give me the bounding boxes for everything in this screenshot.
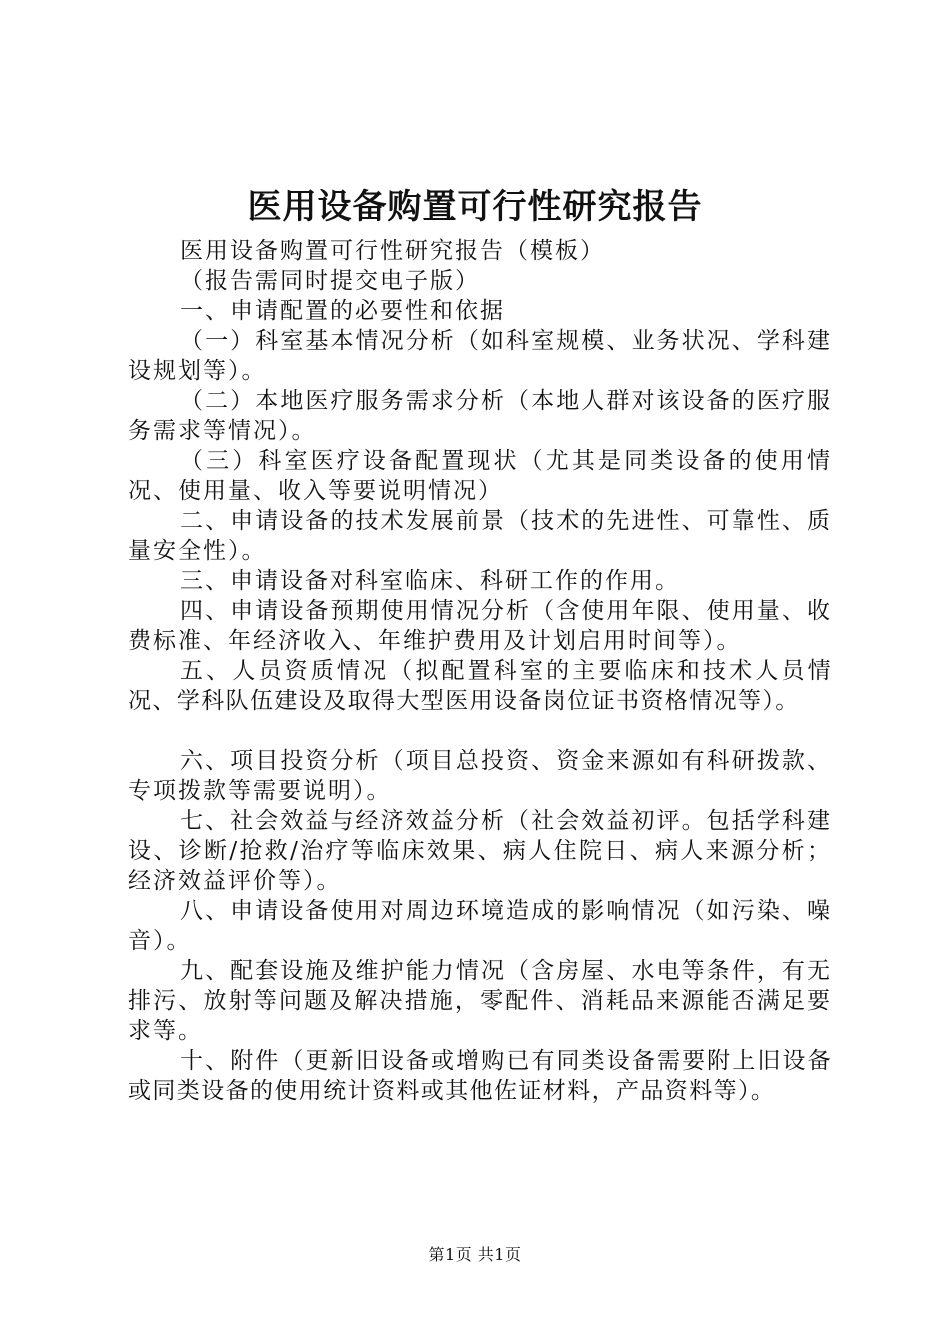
paragraph-section-4: 四、申请设备预期使用情况分析（含使用年限、使用量、收费标准、年经济收入、年维护费用及计划启用时间等）。 xyxy=(128,598,832,654)
paragraph-section-3: 三、申请设备对科室临床、科研工作的作用。 xyxy=(180,568,680,594)
page-number-footer: 第1页 共1页 xyxy=(428,1245,522,1264)
paragraph-spacer xyxy=(128,716,832,746)
paragraph-section-1: 一、申请配置的必要性和依据 xyxy=(180,298,505,324)
paragraph-note: （报告需同时提交电子版） xyxy=(180,268,480,294)
paragraph-section-5: 五、人员资质情况（拟配置科室的主要临床和技术人员情况、学科队伍建设及取得大型医用设备岗位证书资格情况等）。 xyxy=(128,658,832,714)
paragraph-section-1-3: （三）科室医疗设备配置现状（尤其是同类设备的使用情况、使用量、收入等要说明情况） xyxy=(128,448,832,504)
paragraph-section-1-2: （二）本地医疗服务需求分析（本地人群对该设备的医疗服务需求等情况）。 xyxy=(128,388,832,444)
paragraph-section-9: 九、配套设施及维护能力情况（含房屋、水电等条件，有无排污、放射等问题及解决措施，零配件、消耗品来源能否满足要求等。 xyxy=(128,958,832,1044)
paragraph-section-2: 二、申请设备的技术发展前景（技术的先进性、可靠性、质量安全性）。 xyxy=(128,508,832,564)
document-body xyxy=(128,236,832,1106)
paragraph-section-7: 七、社会效益与经济效益分析（社会效益初评。包括学科建设、诊断/抢救/治疗等临床效果、病人住院日、病人来源分析；经济效益评价等）。 xyxy=(128,808,832,894)
paragraph-subtitle: 医用设备购置可行性研究报告（模板） xyxy=(180,238,605,264)
paragraph-section-10: 十、附件（更新旧设备或增购已有同类设备需要附上旧设备或同类设备的使用统计资料或其他佐证材料，产品资料等）。 xyxy=(128,1048,832,1104)
paragraph-section-6: 六、项目投资分析（项目总投资、资金来源如有科研拨款、专项拨款等需要说明）。 xyxy=(128,748,832,804)
paragraph-section-8: 八、申请设备使用对周边环境造成的影响情况（如污染、噪音）。 xyxy=(128,898,832,954)
document-title: 医用设备购置可行性研究报告 xyxy=(247,187,703,227)
paragraph-section-1-1: （一）科室基本情况分析（如科室规模、业务状况、学科建设规划等）。 xyxy=(128,328,832,384)
